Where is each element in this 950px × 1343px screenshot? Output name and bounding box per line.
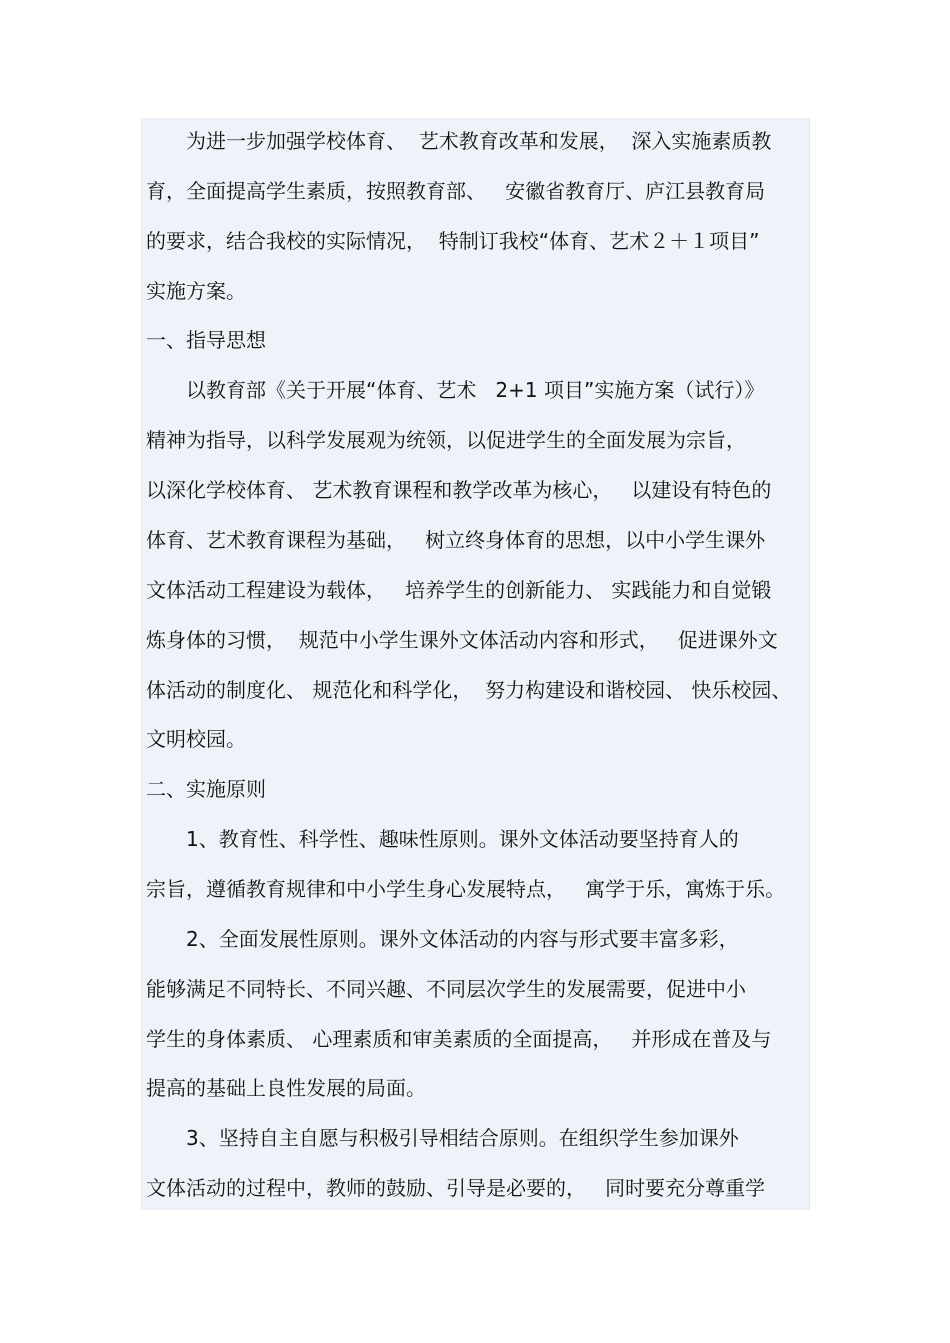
principle-2-line-2: 能够满足不同特长、不同兴趣、不同层次学生的发展需要，促进中小	[146, 977, 746, 1001]
paragraph-guiding-line-7: 体活动的制度化、 规范化和科学化， 努力构建设和谐校园、 快乐校园、	[146, 678, 792, 702]
paragraph-guiding-line-6: 炼身体的习惯， 规范中小学生课外文体活动内容和形式， 促进课外文	[146, 628, 778, 652]
section-heading-guiding-thought: 一、指导思想	[146, 328, 266, 352]
principle-2-line-1: 2、全面发展性原则。课外文体活动的内容与形式要丰富多彩，	[186, 927, 739, 951]
principle-3-line-2: 文体活动的过程中，教师的鼓励、引导是必要的， 同时要充分尊重学	[146, 1176, 766, 1200]
paragraph-intro-line-1: 为进一步加强学校体育、 艺术教育改革和发展， 深入实施素质教	[186, 129, 772, 153]
paragraph-guiding-line-3: 以深化学校体育、 艺术教育课程和教学改革为核心， 以建设有特色的	[146, 478, 772, 502]
principle-3-line-1: 3、坚持自主自愿与积极引导相结合原则。在组织学生参加课外	[186, 1126, 739, 1150]
paragraph-guiding-line-4: 体育、艺术教育课程为基础， 树立终身体育的思想，以中小学生课外	[146, 528, 766, 552]
paragraph-intro-line-2: 育，全面提高学生素质，按照教育部、 安徽省教育厅、庐江县教育局	[146, 179, 766, 203]
paragraph-guiding-line-1: 以教育部《关于开展“体育、艺术 2+1 项目”实施方案（试行）》	[186, 378, 765, 402]
section-heading-principles: 二、实施原则	[146, 777, 266, 801]
principle-2-line-3: 学生的身体素质、 心理素质和审美素质的全面提高， 并形成在普及与	[146, 1027, 772, 1051]
paragraph-intro-line-3: 的要求，结合我校的实际情况， 特制订我校“体育、艺术２＋１项目”	[146, 229, 760, 253]
principle-2-line-4: 提高的基础上良性发展的局面。	[146, 1076, 426, 1100]
paragraph-intro-line-4: 实施方案。	[146, 279, 246, 303]
paragraph-guiding-line-5: 文体活动工程建设为载体， 培养学生的创新能力、 实践能力和自觉锻	[146, 578, 772, 602]
paragraph-guiding-line-8: 文明校园。	[146, 727, 246, 751]
principle-1-line-2: 宗旨，遵循教育规律和中小学生身心发展特点， 寓学于乐，寓炼于乐。	[146, 877, 786, 901]
paragraph-guiding-line-2: 精神为指导，以科学发展观为统领，以促进学生的全面发展为宗旨，	[146, 428, 746, 452]
principle-1-line-1: 1、教育性、科学性、趣味性原则。课外文体活动要坚持育人的	[186, 827, 739, 851]
